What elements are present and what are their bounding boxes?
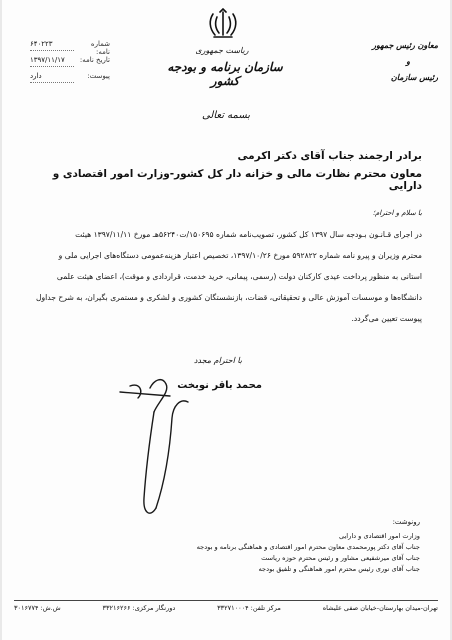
recipient-line-1: برادر ارجمند جناب آقای دکتر اکرمی <box>237 150 422 162</box>
body-line: استانی به منظور پرداخت عیدی کارکنان دولت (رسمی، پیمانی، خرید خدمت، قراردادی و موقت)، اعضای هیئت علمی <box>56 272 422 281</box>
footer-address: تهران-میدان بهارستان-خیابان صفی علیشاه <box>322 604 438 612</box>
footer <box>14 604 438 612</box>
body-line: در اجرای قـانـون بـودجه سال ۱۳۹۷ کل کشور، تصویب‌نامه شماره ۱۵۰۶۹۵/ت۵۶۲۴۰هـ مورخ ۱۳۹۷/۱۱/۱۱ هیئت <box>75 230 422 239</box>
letter-date-row <box>30 56 110 68</box>
cc-item: جناب آقای دکتر پورمحمدی معاون محترم امور اقتصادی و هماهنگی برنامه و بودجه <box>196 543 420 551</box>
signatory-name: محمد باقر نوبخت <box>177 380 262 391</box>
iran-emblem-icon <box>206 8 240 40</box>
basmala: بسمه تعالی <box>201 110 251 121</box>
signer-title-1: معاون رئیس جمهور <box>372 40 438 50</box>
attachment-value: دارد <box>30 72 42 80</box>
letter-date-value: ۱۳۹۷/۱۱/۱۷ <box>30 56 65 64</box>
letter-date-label: تاریخ نامه: <box>79 56 110 64</box>
attachment-label: پیوست: <box>87 72 110 80</box>
footer-postal: مرکز تلفن: ۳۳۲۷۱۰۰۰۴ <box>217 604 281 612</box>
organization-name: سازمان برنامه و بودجه کشور <box>167 60 283 88</box>
body-line: دانشگاه‌ها و موسسات آموزش عالی و تحقیقاتی، قضات، بازنشستگان کشوری و لشکری و مستمری بگیران، به شرح جداول <box>36 293 422 302</box>
cc-item: جناب آقای نوری رئیس محترم امور هماهنگی و تلفیق بودجه <box>258 565 420 573</box>
recipient-line-2: معاون محترم نظارت مالی و خزانه دار کل کشور-وزارت امور اقتصادی و دارایی <box>52 168 422 192</box>
signer-title-3: رئیس سازمان <box>390 72 438 82</box>
footer-divider <box>14 600 438 601</box>
letter-number-value: ۶۴۰۲۲۳ <box>30 40 53 48</box>
attachment-row <box>30 72 110 84</box>
cc-title: رونوشت: <box>392 518 420 526</box>
presidency-title: ریاست جمهوری <box>195 46 249 55</box>
body-line: محترم وزیران و پیرو نامه شماره ۵۹۲۸۲۲ مورخ ۱۳۹۷/۱۰/۲۶، تخصیص اعتبار هزینه‌عمومی دستگاه‌های اجرایی ملی و <box>58 251 422 260</box>
letter-number-row <box>30 40 110 56</box>
cc-item: جناب آقای میرشفیعی مشاور و رئیس محترم حوزه ریاست <box>261 554 420 562</box>
footer-fax: ش.ش: ۳۰۱۶۷۷۴ <box>14 604 61 612</box>
closing-phrase: با احترام مجدد <box>193 356 242 365</box>
footer-phone: دورنگار مرکزی: ۳۳۲۱۶۲۶۶ <box>102 604 176 612</box>
signer-title-2: و <box>406 56 410 66</box>
letter-page <box>2 0 450 640</box>
letter-number-label: شماره نامه: <box>90 40 110 56</box>
body-line: پیوست تعیین می‌گردد. <box>351 314 422 323</box>
greeting: با سلام و احترام؛ <box>372 209 422 217</box>
cc-item: وزارت امور اقتصادی و دارایی <box>338 532 420 540</box>
